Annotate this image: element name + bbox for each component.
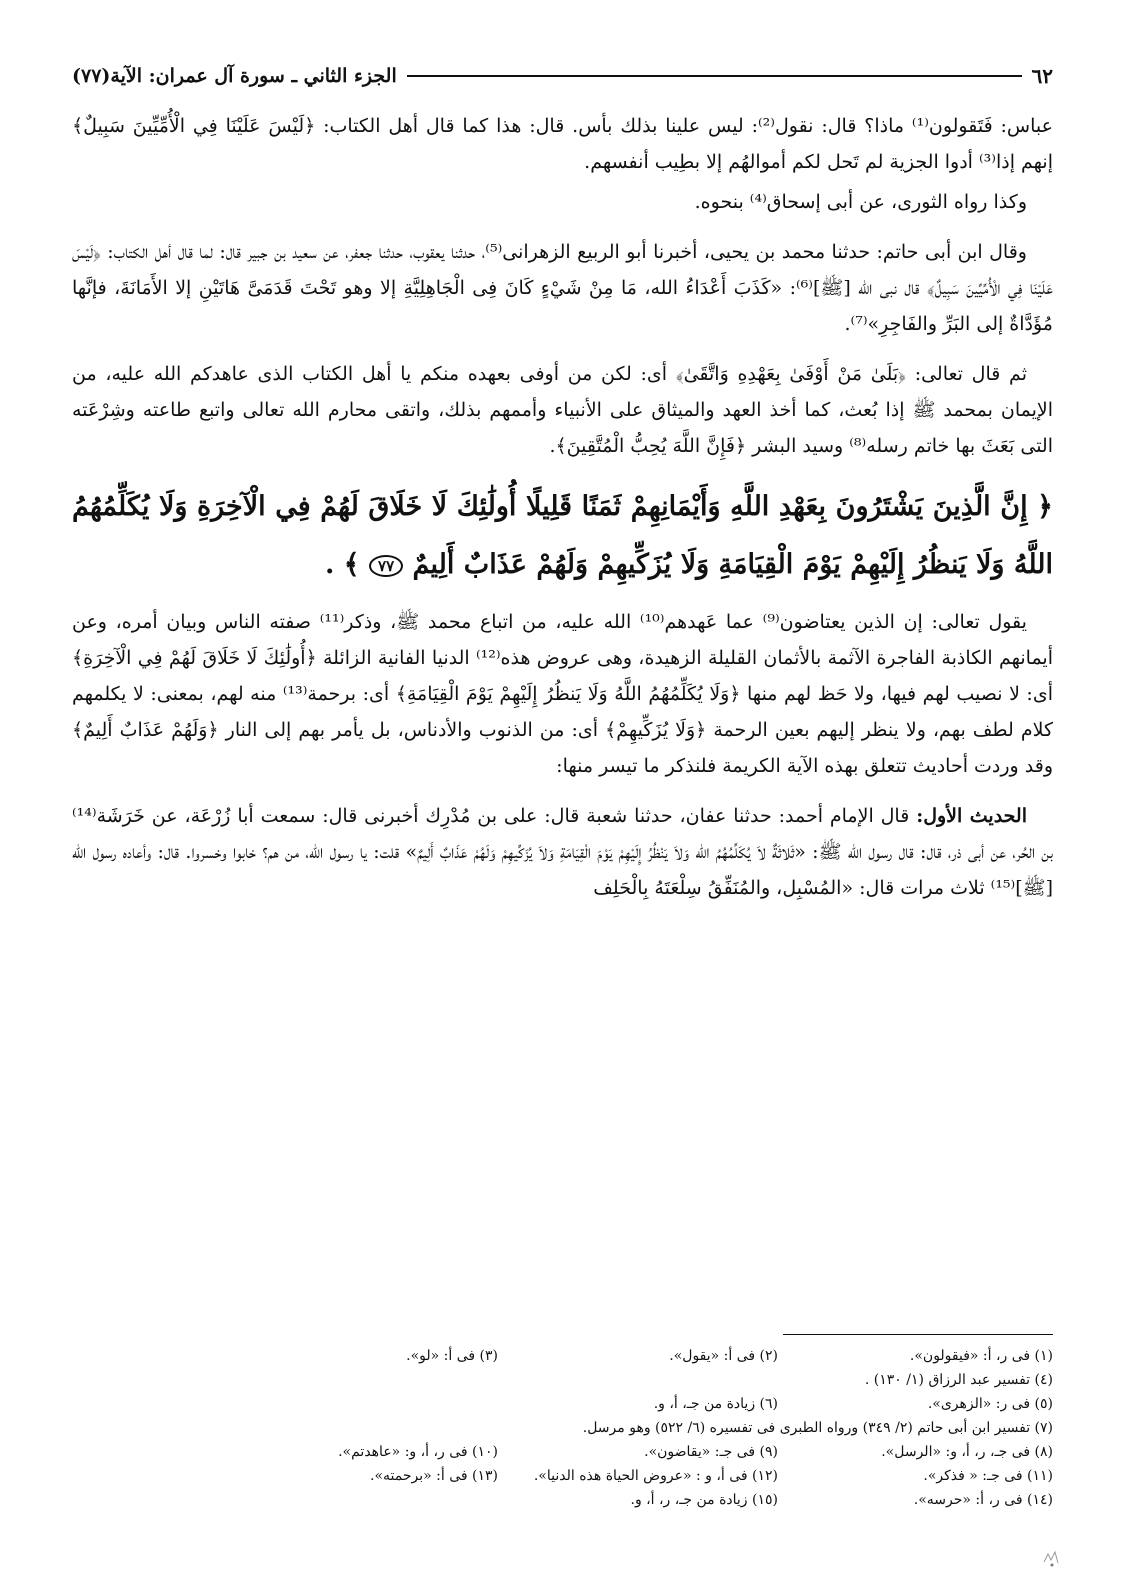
footnote-14: (١٤) فى ر، أ: «حرسه». bbox=[913, 1492, 1053, 1508]
footnote-10: (١٠) فى ر، أ، و: «عاهدتم». bbox=[338, 1444, 498, 1460]
scan-speck-icon bbox=[1040, 1548, 1062, 1568]
footnote-row bbox=[72, 1488, 1053, 1512]
running-head bbox=[72, 58, 1053, 94]
hadith-text: قال الإمام أحمد: حدثنا عفان، حدثنا شعبة قال: على بن مُدْرِك أخبرنى قال: سمعت أبا زُرْعَة، عن خَرَشَة⁽¹⁴⁾ بن الحُر، عن أبى ذر، قال: قال رسول الله ﷺ: «ثَلاثَةٌ لاَ يُكَلِّمُهُمُ الله وَلاَ يَنْظُرُ إِلَيْهِمْ يَوْمَ الْقِيَامَةِ وَلاَ يُزَكِّيهِمْ وَلَهُمْ عَذَابٌ أَلِيمٌ» قلت: يا رسول الله، من هم؟ خابوا وخسروا. قال: وأعاده رسول الله [ﷺ]⁽¹⁵⁾ ثلاث مرات قال: «المُسْبِل، والمُنَفِّقُ سِلْعَتَهُ بِالْحَلِف bbox=[72, 805, 1053, 899]
paragraph-5: يقول تعالى: إن الذين يعتاضون⁽⁹⁾ عما عَهدهم⁽¹⁰⁾ الله عليه، من اتباع محمد ﷺ، وذكر⁽¹¹⁾ صفته الناس وبيان أمره، وعن أيمانهم الكاذبة الفاجرة الآثمة بالأثمان القليلة الزهيدة، وهى عروض هذه⁽¹²⁾ الدنيا الفانية الزائلة ﴿أُولَٰئِكَ لَا خَلَاقَ لَهُمْ فِي الْآخِرَةِ﴾ أى: لا نصيب لهم فيها، ولا حَظ لهم منها ﴿وَلَا يُكَلِّمُهُمُ اللَّهُ وَلَا يَنظُرُ إِلَيْهِمْ يَوْمَ الْقِيَامَةِ﴾ أى: برحمة⁽¹³⁾ منه لهم، بمعنى: لا يكلمهم كلام لطف بهم، ولا ينظر إليهم بعين الرحمة ﴿وَلَا يُزَكِّيهِمْ﴾ أى: من الذنوب والأدناس، بل يأمر بهم إلى النار ﴿وَلَهُمْ عَذَابٌ أَلِيمٌ﴾ وقد وردت أحاديث تتعلق بهذه الآية الكريمة فلنذكر ما تيسر منها: bbox=[72, 611, 1053, 777]
verse-text: ﴿ إِنَّ الَّذِينَ يَشْتَرُونَ بِعَهْدِ اللَّهِ وَأَيْمَانِهِمْ ثَمَنًا قَلِيلًا أُولَٰئِكَ لَا خَلَاقَ لَهُمْ فِي الْآخِرَةِ وَلَا يُكَلِّمُهُمُ اللَّهُ وَلَا يَنظُرُ إِلَيْهِمْ يَوْمَ الْقِيَامَةِ وَلَا يُزَكِّيهِمْ وَلَهُمْ عَذَابٌ أَلِيمٌ bbox=[72, 491, 1053, 580]
paragraph-3: وقال ابن أبى حاتم: حدثنا محمد بن يحيى، أخبرنا أبو الربيع الزهرانى⁽⁵⁾، حدثنا يعقوب، حدثنا جعفر، عن سعيد بن جبير قال: لما قال أهل الكتاب: ﴿لَيْسَ عَلَيْنَا فِي الْأُمِّيِّينَ سَبِيلٌ﴾ قال نبى الله [ﷺ]⁽⁶⁾: «كَذَبَ أَعْدَاءُ الله، مَا مِنْ شَيْءٍ كَانَ فِى الْجَاهِلِيَّةِ إلا وهو تَحْتَ قَدَمَىَّ هَاتَيْنِ إلا الأَمَانَةَ، فإنَّها مُؤَدَّاةٌ إلى البَرِّ والفَاجِرِ»⁽⁷⁾. bbox=[72, 241, 1053, 335]
footnote-15: (١٥) زيادة من جـ، ر، أ، و. bbox=[630, 1492, 778, 1508]
verse-number-badge: ٧٧ bbox=[369, 555, 403, 577]
footnote-13: (١٣) فى أ: «برحمته». bbox=[370, 1468, 498, 1484]
page-number: ٦٢ bbox=[1031, 64, 1053, 88]
footnote-row bbox=[72, 1344, 1053, 1368]
footnote-row bbox=[72, 1464, 1053, 1488]
footnote-7: (٧) تفسير ابن أبى حاتم (٢/ ٣٤٩) ورواه الطبرى فى تفسيره (٦/ ٥٢٢) وهو مرسل. bbox=[582, 1420, 1053, 1436]
footnote-9: (٩) فى جـ: «يقاضون». bbox=[644, 1444, 778, 1460]
footnote-row bbox=[72, 1368, 1053, 1392]
quran-verse bbox=[72, 478, 1053, 594]
running-title: الجزء الثاني ـ سورة آل عمران: الآية(٧٧) bbox=[72, 65, 397, 87]
footnote-row bbox=[72, 1392, 1053, 1416]
footnote-4: (٤) تفسير عبد الرزاق (١/ ١٣٠) . bbox=[864, 1372, 1053, 1388]
footnote-3: (٣) فى أ: «لو». bbox=[406, 1348, 498, 1364]
footnotes bbox=[72, 1344, 1053, 1512]
header-rule bbox=[407, 75, 1022, 77]
verse-end-bracket: ﴾ . bbox=[324, 549, 360, 580]
body-text bbox=[72, 108, 1053, 920]
footnote-5: (٥) فى ر: «الزهرى». bbox=[927, 1396, 1053, 1412]
footnote-6: (٦) زيادة من جـ، أ، و. bbox=[653, 1396, 778, 1412]
paragraph-2: وكذا رواه الثورى، عن أبى إسحاق⁽⁴⁾ بنحوه. bbox=[694, 191, 1027, 213]
footnote-row bbox=[72, 1416, 1053, 1440]
hadith-heading: الحديث الأول: bbox=[916, 805, 1028, 827]
footnote-row bbox=[72, 1440, 1053, 1464]
footnote-separator bbox=[783, 1334, 1053, 1335]
paragraph-6 bbox=[72, 798, 1053, 906]
footnote-2: (٢) فى أ: «يقول». bbox=[669, 1348, 778, 1364]
paragraph-1: عباس: فَتَقولون⁽¹⁾ ماذا؟ قال: نقول⁽²⁾: ليس علينا بذلك بأس. قال: هذا كما قال أهل الكتاب: ﴿لَيْسَ عَلَيْنَا فِي الْأُمِّيِّينَ سَبِيلٌ﴾ إنهم إذا⁽³⁾ أدوا الجزية لم تَحل لكم أموالهُم إلا بطِيب أنفسهم. bbox=[72, 115, 1053, 173]
paragraph-4: ثم قال تعالى: ﴿بَلَىٰ مَنْ أَوْفَىٰ بِعَهْدِهِ وَاتَّقَىٰ﴾ أى: لكن من أوفى بعهده منكم يا أهل الكتاب الذى عاهدكم الله عليه، من الإيمان بمحمد ﷺ إذا بُعث، كما أخذ العهد والميثاق على الأنبياء وأممهم بذلك، واتقى محارم الله تعالى واتبع طاعته وشِرْعَته التى بَعَثَ بها خاتم رسله⁽⁸⁾ وسيد البشر ﴿فَإِنَّ اللَّهَ يُحِبُّ الْمُتَّقِينَ﴾. bbox=[72, 363, 1053, 457]
footnote-8: (٨) فى جـ، ر، أ، و: «الرسل». bbox=[881, 1444, 1053, 1460]
footnote-11: (١١) فى جـ: « فذكر». bbox=[923, 1468, 1053, 1484]
footnote-1: (١) فى ر، أ: «فيقولون». bbox=[909, 1348, 1053, 1364]
footnote-12: (١٢) فى أ، و : «عروض الحياة هذه الدنيا». bbox=[533, 1468, 778, 1484]
